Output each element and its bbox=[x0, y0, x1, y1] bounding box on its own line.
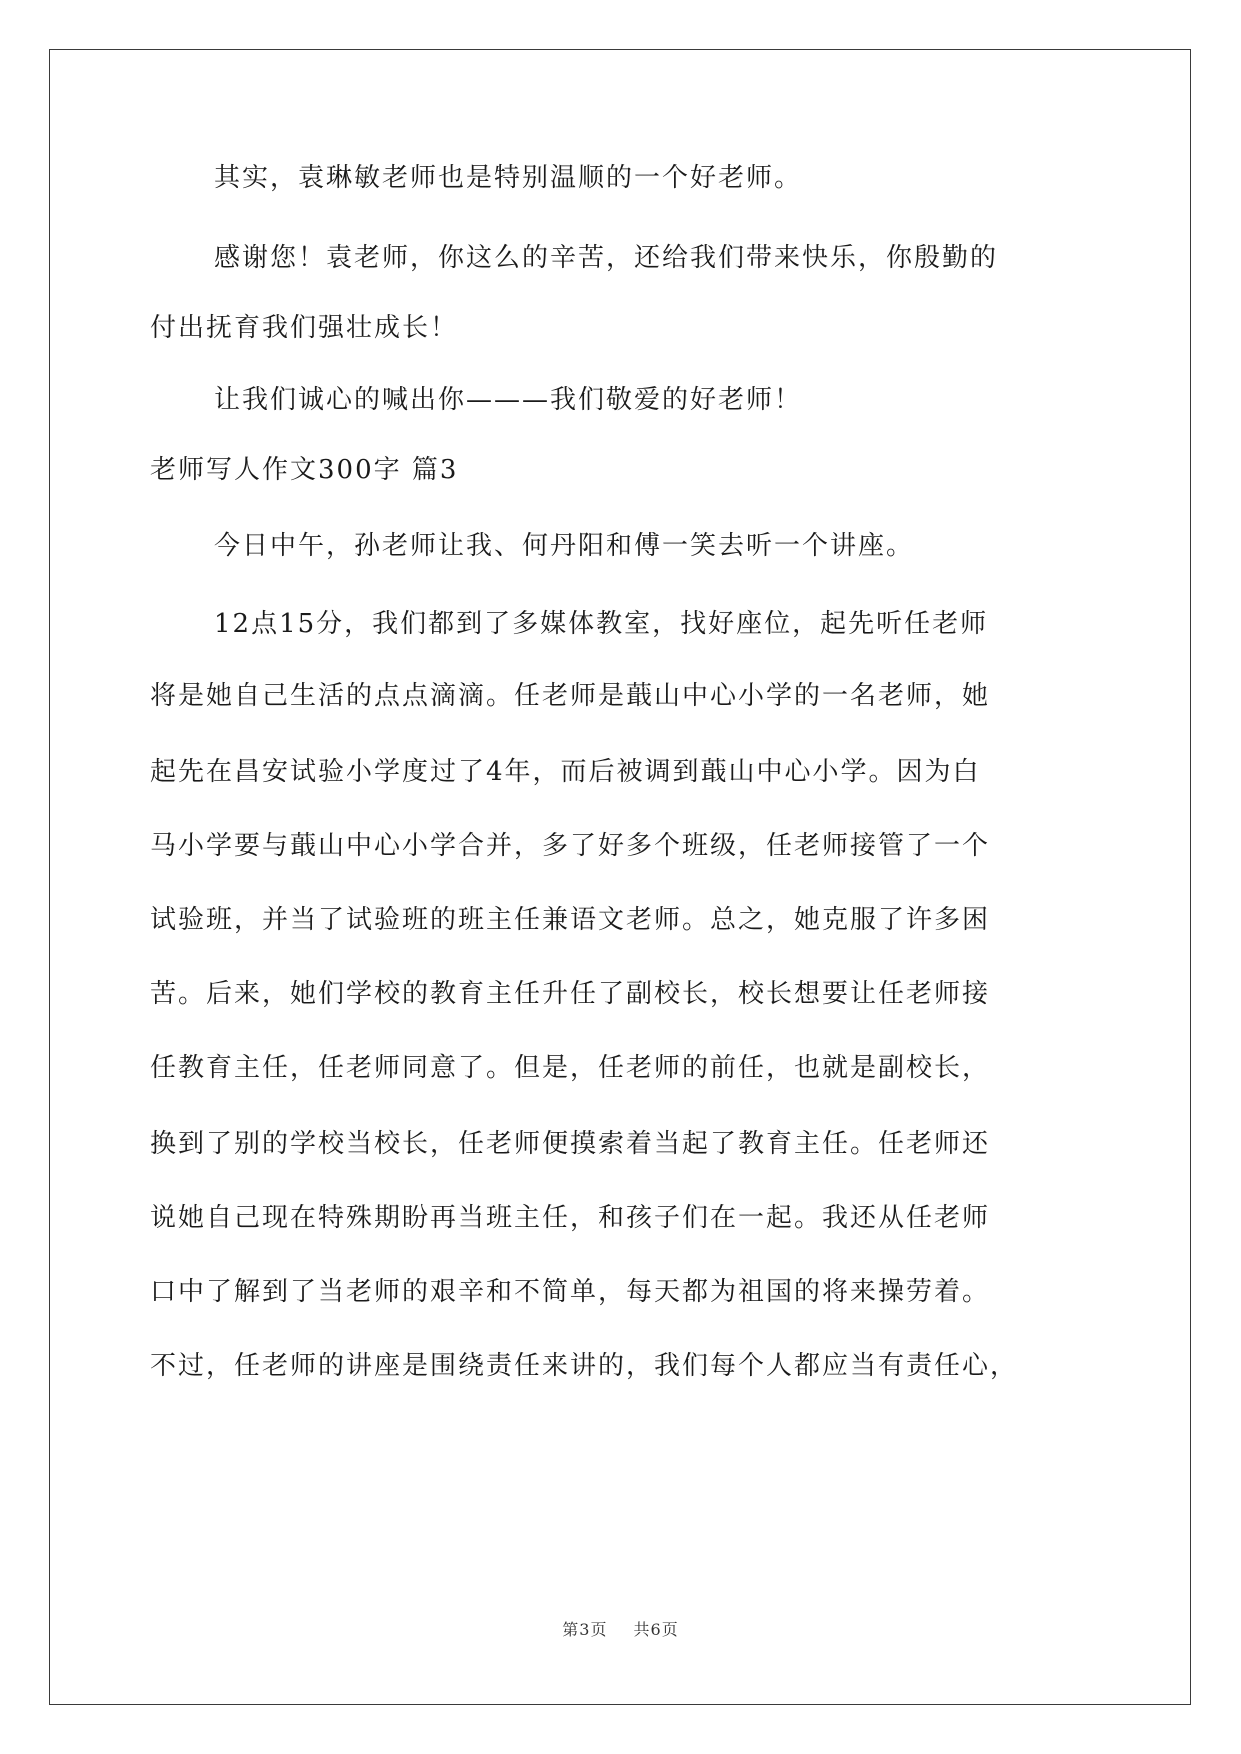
page-footer bbox=[0, 1620, 1241, 1640]
paragraph-line: 12点15分，我们都到了多媒体教室，找好座位，起先听任老师 bbox=[214, 609, 989, 639]
paragraph-line: 其实，袁琳敏老师也是特别温顺的一个好老师。 bbox=[214, 163, 803, 193]
paragraph-line: 今日中午，孙老师让我、何丹阳和傅一笑去听一个讲座。 bbox=[214, 531, 915, 561]
paragraph-line: 说她自己现在特殊期盼再当班主任，和孩子们在一起。我还从任老师 bbox=[150, 1203, 991, 1233]
paragraph-line: 将是她自己生活的点点滴滴。任老师是蕺山中心小学的一名老师，她 bbox=[150, 681, 991, 711]
paragraph-line: 起先在昌安试验小学度过了4年，而后被调到蕺山中心小学。因为白 bbox=[150, 757, 981, 787]
section-heading: 老师写人作文300字 篇3 bbox=[150, 455, 459, 485]
paragraph-line: 口中了解到了当老师的艰辛和不简单，每天都为祖国的将来操劳着。 bbox=[150, 1277, 991, 1307]
paragraph-line: 不过，任老师的讲座是围绕责任来讲的，我们每个人都应当有责任心， bbox=[150, 1351, 1019, 1381]
paragraph-line: 付出抚育我们强壮成长！ bbox=[150, 313, 459, 343]
page-border bbox=[49, 49, 1191, 1705]
paragraph-line: 苦。后来，她们学校的教育主任升任了副校长，校长想要让任老师接 bbox=[150, 979, 991, 1009]
page-number-current: 第3页 bbox=[562, 1620, 608, 1639]
page-number-total: 共6页 bbox=[633, 1620, 679, 1639]
paragraph-line: 感谢您！袁老师，你这么的辛苦，还给我们带来快乐，你殷勤的 bbox=[214, 243, 999, 273]
paragraph-line: 马小学要与蕺山中心小学合并，多了好多个班级，任老师接管了一个 bbox=[150, 831, 991, 861]
paragraph-line: 让我们诚心的喊出你———我们敬爱的好老师！ bbox=[214, 385, 803, 415]
paragraph-line: 试验班，并当了试验班的班主任兼语文老师。总之，她克服了许多困 bbox=[150, 905, 991, 935]
paragraph-line: 换到了别的学校当校长，任老师便摸索着当起了教育主任。任老师还 bbox=[150, 1129, 991, 1159]
paragraph-line: 任教育主任，任老师同意了。但是，任老师的前任，也就是副校长， bbox=[150, 1053, 991, 1083]
